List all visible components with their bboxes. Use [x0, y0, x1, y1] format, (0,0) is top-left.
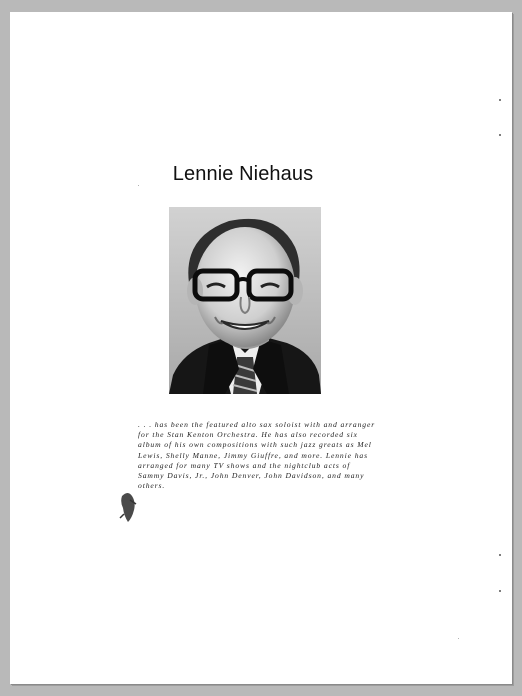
portrait-photo: [169, 207, 321, 394]
page-title: Lennie Niehaus: [172, 163, 314, 185]
speck-mark: [499, 590, 501, 592]
speck-mark: [458, 638, 459, 639]
speck-mark: [138, 185, 139, 186]
speck-mark: [499, 134, 501, 136]
speck-mark: [499, 99, 501, 101]
document-page: [10, 12, 512, 684]
bio-paragraph: . . . has been the featured alto sax soloist with and arranger for the Stan Kenton Orchestra. He has also recorded six album of his own compositions with such jazz greats as Mel Lewis, Shelly Manne, Jimmy Giuffre, and more. Lennie has arranged for many TV shows and the nightclub acts of Sammy Davis, Jr., John Denver, John Davidson, and many others.: [138, 420, 376, 491]
speck-mark: [499, 554, 501, 556]
ink-blot: [118, 490, 140, 524]
